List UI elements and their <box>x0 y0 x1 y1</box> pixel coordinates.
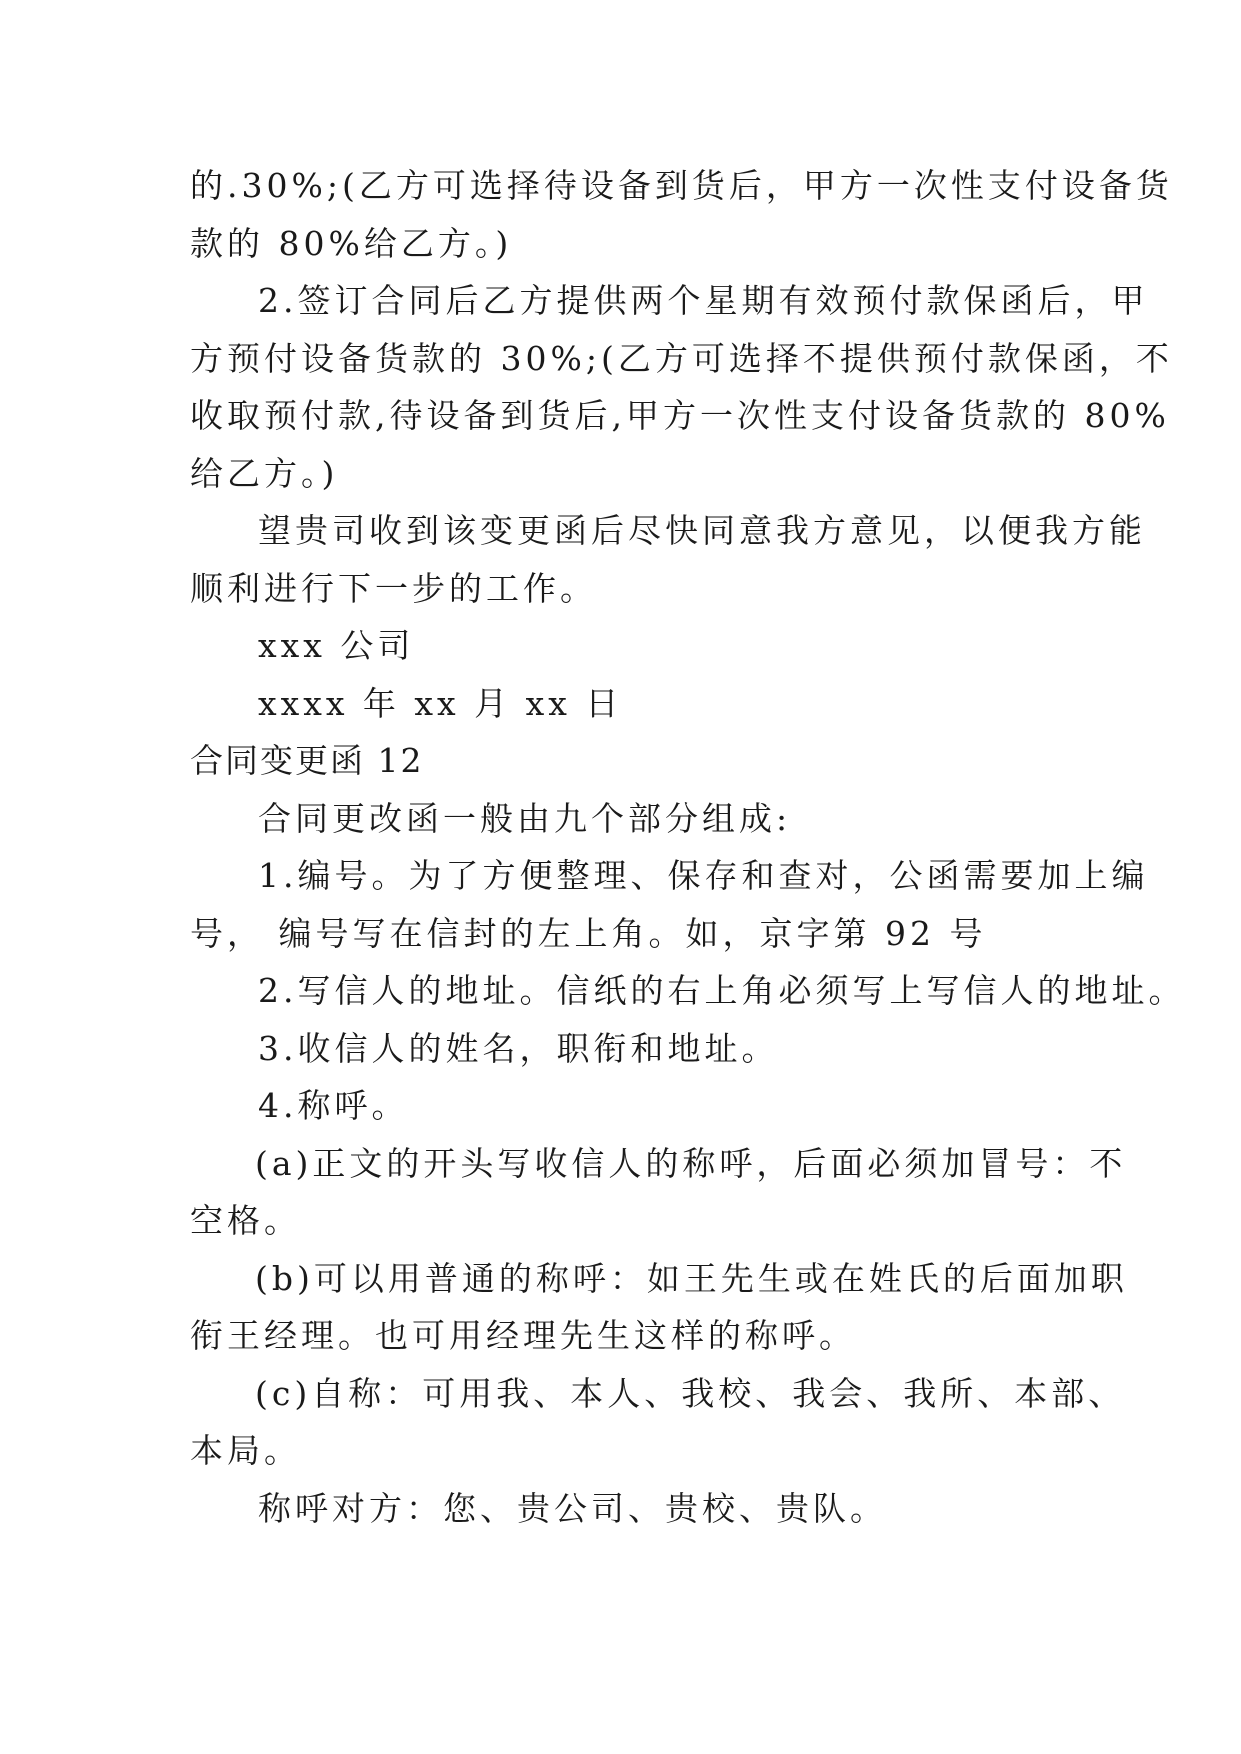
sub-item: (b)可以用普通的称呼：如王先生或在姓氏的后面加职 <box>255 1259 1128 1298</box>
text-line: 衔王经理。也可用经理先生这样的称呼。 <box>190 1316 856 1355</box>
text-line: 空格。 <box>190 1201 301 1240</box>
text-line: 收取预付款,待设备到货后,甲方一次性支付设备货款的 80% <box>190 396 1170 435</box>
list-item: 4.称呼。 <box>258 1086 409 1125</box>
list-item: 3.收信人的姓名，职衔和地址。 <box>258 1029 779 1068</box>
text-line: 2.签订合同后乙方提供两个星期有效预付款保函后，甲 <box>258 281 1149 320</box>
section-heading: 合同变更函 12 <box>190 741 424 780</box>
text-line: 合同更改函一般由九个部分组成: <box>258 799 792 838</box>
sub-item: (c)自称：可用我、本人、我校、我会、我所、本部、 <box>255 1374 1126 1413</box>
signature-company: xxx 公司 <box>258 626 415 665</box>
signature-date: xxxx 年 xx 月 xx 日 <box>258 684 623 723</box>
text-line: 方预付设备货款的 30%;(乙方可选择不提供预付款保函，不 <box>190 339 1173 378</box>
list-item: 1.编号。为了方便整理、保存和查对，公函需要加上编 <box>258 856 1149 895</box>
text-line: 称呼对方：您、贵公司、贵校、贵队。 <box>258 1489 887 1528</box>
text-line: 本局。 <box>190 1431 301 1470</box>
text-line: 给乙方。) <box>190 454 339 493</box>
text-line: 望贵司收到该变更函后尽快同意我方意见，以便我方能 <box>258 511 1146 550</box>
list-item: 2.写信人的地址。信纸的右上角必须写上写信人的地址。 <box>258 971 1186 1010</box>
text-line: 顺利进行下一步的工作。 <box>190 569 597 608</box>
sub-item: (a)正文的开头写收信人的称呼，后面必须加冒号：不 <box>255 1144 1127 1183</box>
text-line: 的.30%;(乙方可选择待设备到货后，甲方一次性支付设备货 <box>190 166 1173 205</box>
text-line: 款的 80%给乙方。) <box>190 224 513 263</box>
text-line: 号， 编号写在信封的左上角。如，京字第 92 号 <box>190 914 987 953</box>
